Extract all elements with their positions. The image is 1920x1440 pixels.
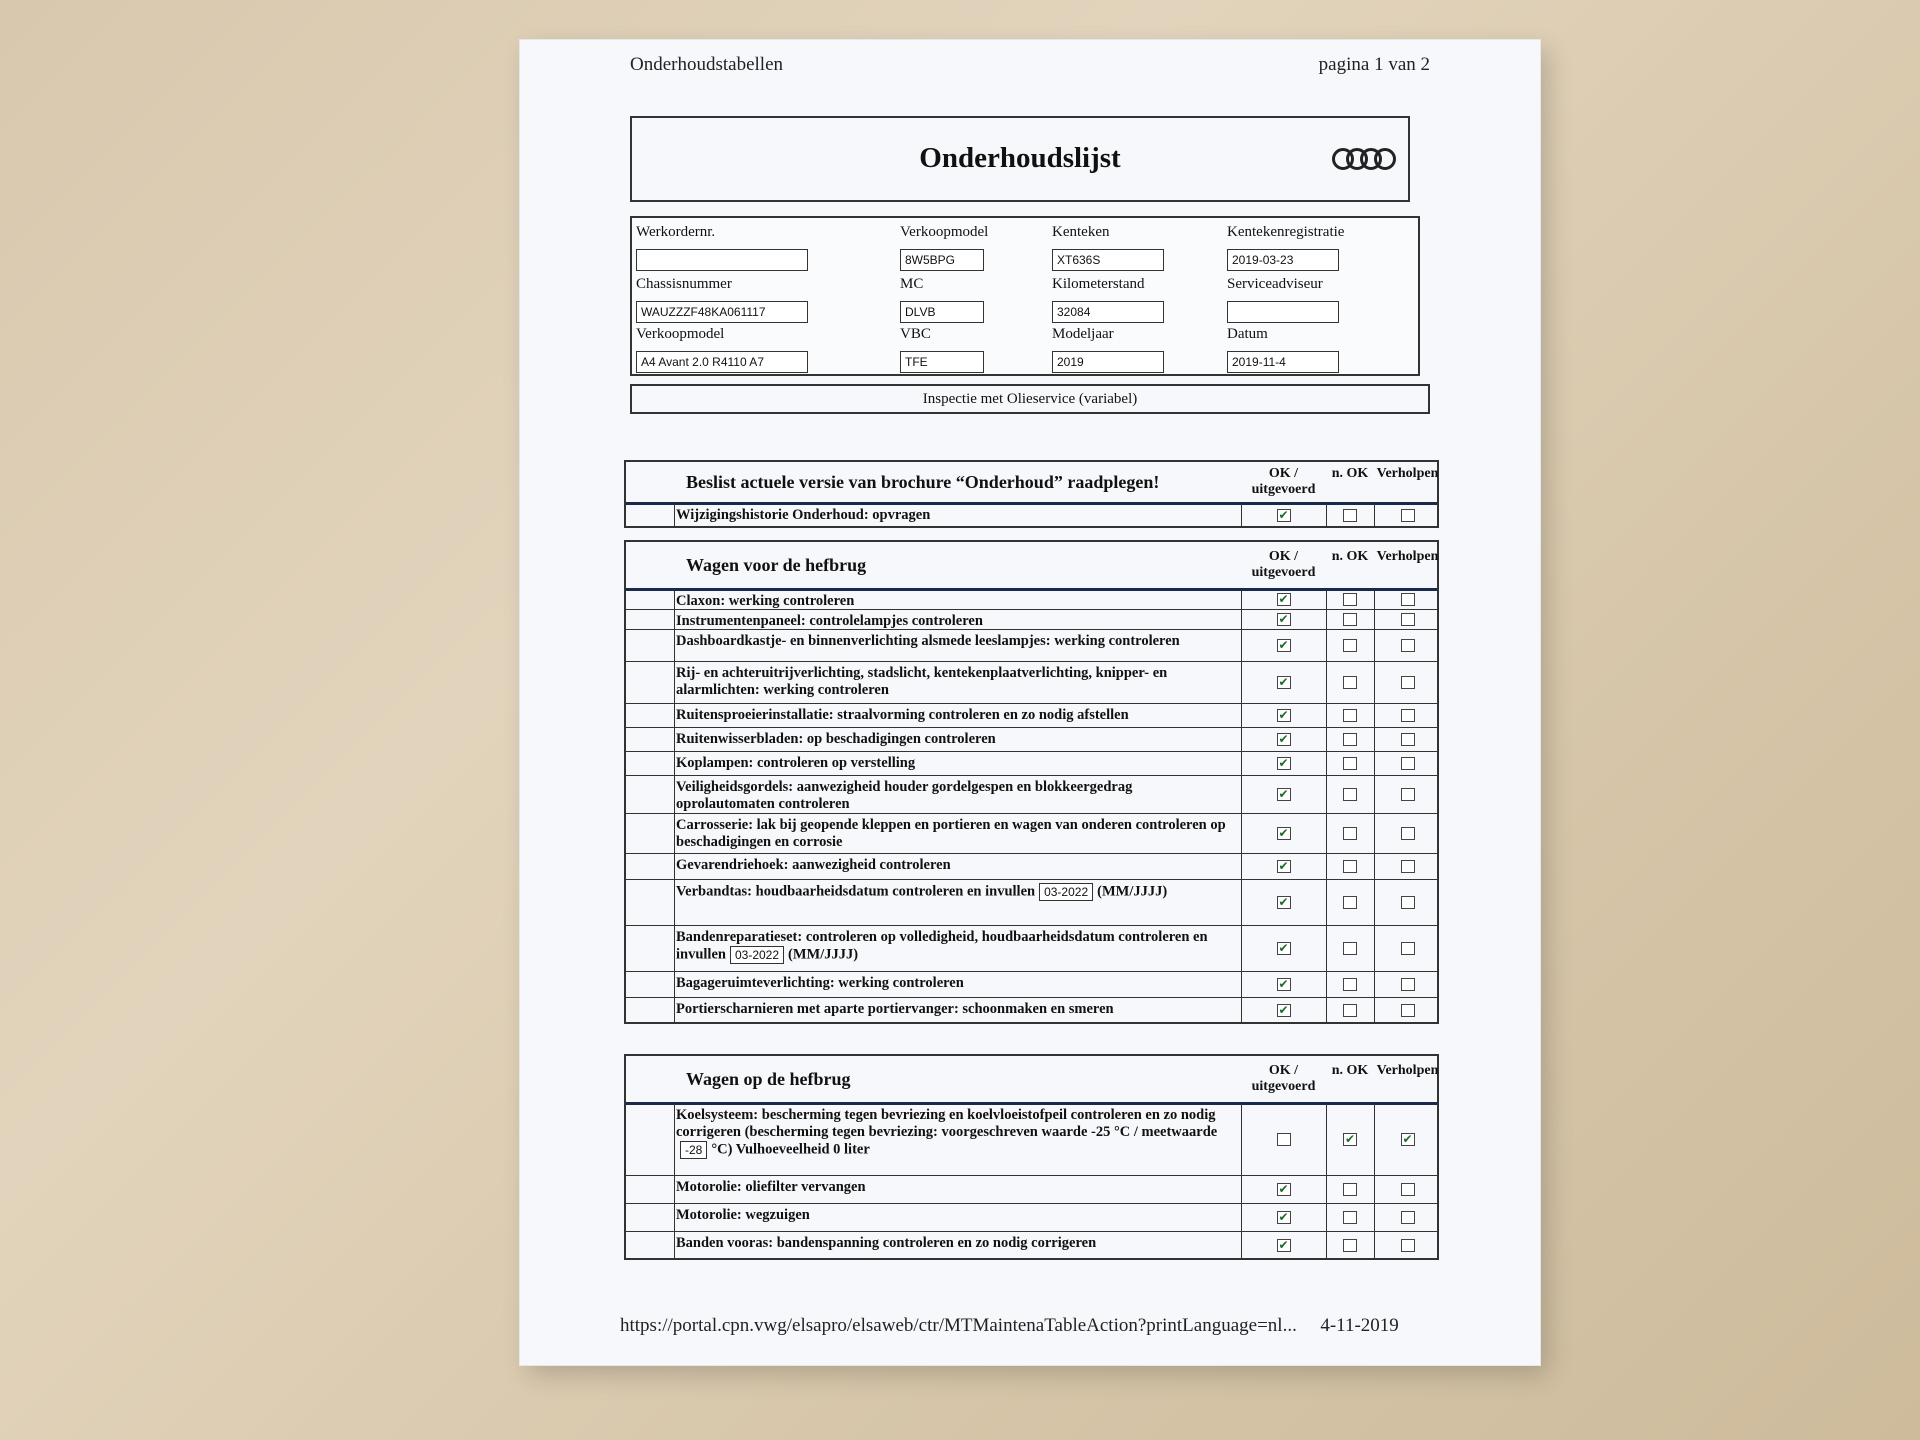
row-text: Carrosserie: lak bij geopende kleppen en portieren en wagen van onderen controleren op beschadigingen en corrosie [676, 817, 1226, 850]
not-ok-checkbox[interactable] [1343, 613, 1357, 626]
ok-checkbox[interactable]: ✔ [1278, 977, 1289, 991]
row-text: Koplampen: controleren op verstelling [676, 755, 916, 771]
serviceadviseur-field[interactable] [1227, 301, 1339, 323]
datum-field[interactable]: 2019-11-4 [1227, 351, 1339, 373]
table-header [626, 462, 1437, 505]
fixed-checkbox[interactable] [1401, 860, 1415, 873]
werkordernr-field[interactable] [636, 249, 808, 271]
table-row [626, 1104, 1437, 1176]
column-divider [1326, 1176, 1327, 1203]
column-divider [1241, 1232, 1242, 1259]
ok-checkbox[interactable]: ✔ [1278, 732, 1289, 746]
row-label [676, 1179, 1231, 1196]
table-row [626, 610, 1437, 630]
fixed-checkbox[interactable] [1401, 509, 1415, 522]
not-ok-checkbox[interactable] [1343, 709, 1357, 722]
verkoopmodel-label: Verkoopmodel [900, 224, 989, 240]
column-divider [1326, 1232, 1327, 1259]
row-label [676, 593, 1231, 610]
footer-url: https://portal.cpn.vwg/elsapro/elsaweb/ctr/MTMaintenaTableAction?printLanguage=nl... [620, 1315, 1297, 1336]
row-text: Ruitenwisserbladen: op beschadigingen controleren [676, 731, 996, 747]
column-divider [1374, 630, 1375, 661]
column-fixed-header: Verholpen [1376, 1063, 1439, 1078]
column-divider [1326, 972, 1327, 997]
fixed-checkbox[interactable] [1401, 827, 1415, 840]
column-divider [1374, 504, 1375, 527]
column-divider [1374, 814, 1375, 853]
check-table-brochure [624, 460, 1439, 528]
table-row [626, 880, 1437, 926]
not-ok-checkbox[interactable] [1343, 593, 1357, 606]
row-gutter [626, 662, 675, 703]
row-label [676, 1001, 1231, 1018]
ok-checkbox[interactable]: ✔ [1278, 859, 1289, 873]
audi-rings-logo-icon [1332, 148, 1396, 174]
column-not-ok-header: n. OK [1331, 549, 1369, 564]
row-text: Verbandtas: houdbaarheidsdatum controleren en invullen [676, 883, 1036, 900]
column-divider [1374, 662, 1375, 703]
column-divider [1241, 590, 1242, 609]
date-entry-field[interactable]: 03-2022 [1039, 883, 1093, 901]
column-divider [1326, 1104, 1327, 1175]
ok-checkbox[interactable]: ✔ [1278, 895, 1289, 909]
column-divider [1241, 1104, 1242, 1175]
ok-checkbox[interactable]: ✔ [1278, 638, 1289, 652]
row-text: Portierscharnieren met aparte portiervanger: schoonmaken en smeren [676, 1001, 1114, 1017]
ok-checkbox[interactable]: ✔ [1278, 1182, 1289, 1196]
section-title: Wagen voor de hefbrug [686, 555, 867, 575]
ok-checkbox[interactable]: ✔ [1278, 787, 1289, 801]
column-divider [1241, 1176, 1242, 1203]
datum-label: Datum [1227, 326, 1268, 342]
row-label [676, 817, 1231, 851]
ok-checkbox[interactable]: ✔ [1278, 941, 1289, 955]
column-divider [1326, 630, 1327, 661]
table-row [626, 926, 1437, 972]
table-row [626, 972, 1437, 998]
kilometerstand-field[interactable]: 32084 [1052, 301, 1164, 323]
column-divider [1374, 1232, 1375, 1259]
not-ok-checkbox[interactable] [1343, 860, 1357, 873]
column-divider [1241, 814, 1242, 853]
kenteken-label: Kenteken [1052, 224, 1110, 240]
column-not-ok-header: n. OK [1331, 466, 1369, 481]
column-divider [1241, 776, 1242, 813]
fixed-checkbox[interactable] [1401, 709, 1415, 722]
werkordernr-label: Werkordernr. [636, 224, 716, 240]
row-text: Veiligheidsgordels: aanwezigheid houder gordelgespen en blokkeergedrag oprolautomaten controleren [676, 779, 1133, 812]
row-label [676, 1207, 1231, 1224]
row-label [676, 883, 1231, 901]
row-text: Gevarendriehoek: aanwezigheid controleren [676, 857, 951, 873]
not-ok-checkbox[interactable] [1343, 639, 1357, 652]
column-divider [1241, 854, 1242, 879]
column-divider [1326, 880, 1327, 925]
table-row [626, 776, 1437, 814]
fixed-checkbox[interactable]: ✔ [1402, 1132, 1413, 1146]
mc-field[interactable]: DLVB [900, 301, 984, 323]
row-gutter [626, 854, 675, 879]
column-divider [1326, 728, 1327, 751]
kenteken-field[interactable]: XT636S [1052, 249, 1164, 271]
column-divider [1374, 590, 1375, 609]
mc-label: MC [900, 276, 924, 292]
column-divider [1241, 1204, 1242, 1231]
row-gutter [626, 704, 675, 727]
table-row [626, 504, 1437, 528]
row-text: Koelsysteem: bescherming tegen bevriezing en koelvloeistofpeil controleren en zo nodig corrigeren (bescherming tegen bevriezing: voorgeschreven waarde -25 °C / meetwaarde [676, 1107, 1218, 1140]
row-label [676, 857, 1231, 874]
fixed-checkbox[interactable] [1401, 613, 1415, 626]
date-entry-field[interactable]: 03-2022 [730, 946, 784, 964]
table-row [626, 728, 1437, 752]
column-divider [1326, 814, 1327, 853]
not-ok-checkbox[interactable] [1343, 896, 1357, 909]
column-divider [1326, 504, 1327, 527]
column-divider [1241, 662, 1242, 703]
ok-checkbox[interactable]: ✔ [1278, 1210, 1289, 1224]
row-gutter [626, 814, 675, 853]
fixed-checkbox[interactable] [1401, 1239, 1415, 1252]
ok-checkbox[interactable]: ✔ [1278, 826, 1289, 840]
column-ok-header: OK / uitgevoerd [1251, 1063, 1316, 1094]
not-ok-checkbox[interactable] [1343, 942, 1357, 955]
table-row [626, 752, 1437, 776]
row-text: Claxon: werking controleren [676, 593, 855, 609]
column-fixed-header: Verholpen [1376, 466, 1439, 481]
check-table-wagen-op-hefbrug [624, 1054, 1439, 1260]
column-divider [1241, 998, 1242, 1023]
row-text: Rij- en achteruitrijverlichting, stadslicht, kentekenplaatverlichting, knipper- en alarmlichten: werking controleren [676, 665, 1168, 698]
vbc-label: VBC [900, 326, 931, 342]
fixed-checkbox[interactable] [1401, 1211, 1415, 1224]
page-header-title: Onderhoudstabellen [630, 54, 784, 75]
row-label [676, 975, 1231, 992]
column-divider [1326, 590, 1327, 609]
row-gutter [626, 504, 675, 527]
column-divider [1326, 776, 1327, 813]
column-divider [1326, 926, 1327, 971]
column-divider [1374, 998, 1375, 1023]
column-divider [1241, 752, 1242, 775]
ok-checkbox[interactable]: ✔ [1278, 1238, 1289, 1252]
ok-checkbox[interactable]: ✔ [1278, 756, 1289, 770]
fixed-checkbox[interactable] [1401, 676, 1415, 689]
fixed-checkbox[interactable] [1401, 896, 1415, 909]
ok-checkbox[interactable] [1277, 1133, 1291, 1146]
document-title: Onderhoudslijst [919, 142, 1121, 174]
column-divider [1374, 728, 1375, 751]
row-gutter [626, 1104, 675, 1175]
row-label [676, 929, 1231, 964]
fixed-checkbox[interactable] [1401, 733, 1415, 746]
verkoopmodel-label: Verkoopmodel [636, 326, 725, 342]
column-fixed-header: Verholpen [1376, 549, 1439, 564]
not-ok-checkbox[interactable] [1343, 788, 1357, 801]
not-ok-checkbox[interactable]: ✔ [1344, 1132, 1356, 1146]
row-gutter [626, 926, 675, 971]
row-gutter [626, 610, 675, 629]
not-ok-checkbox[interactable] [1343, 1239, 1357, 1252]
row-label [676, 613, 1231, 630]
ok-checkbox[interactable]: ✔ [1278, 508, 1289, 522]
vbc-field[interactable]: TFE [900, 351, 984, 373]
vehicle-info-box [630, 216, 1420, 376]
column-divider [1374, 880, 1375, 925]
column-divider [1326, 854, 1327, 879]
row-text: Wijzigingshistorie Onderhoud: opvragen [676, 507, 931, 523]
row-label [676, 633, 1231, 650]
row-gutter [626, 1204, 675, 1231]
column-not-ok-header: n. OK [1331, 1063, 1369, 1078]
table-row [626, 998, 1437, 1024]
row-text: Bandenreparatieset: controleren op volledigheid, houdbaarheidsdatum controleren en invullen [676, 929, 1208, 963]
row-text: Bagageruimteverlichting: werking controleren [676, 975, 964, 991]
column-divider [1374, 972, 1375, 997]
table-row [626, 590, 1437, 610]
ok-checkbox[interactable]: ✔ [1278, 708, 1289, 722]
modeljaar-label: Modeljaar [1052, 326, 1114, 342]
fixed-checkbox[interactable] [1401, 978, 1415, 991]
not-ok-checkbox[interactable] [1343, 757, 1357, 770]
table-row [626, 854, 1437, 880]
row-text: Motorolie: wegzuigen [676, 1207, 810, 1223]
not-ok-checkbox[interactable] [1343, 1183, 1357, 1196]
modeljaar-field[interactable]: 2019 [1052, 351, 1164, 373]
row-gutter [626, 1232, 675, 1259]
row-label [676, 731, 1231, 748]
column-divider [1241, 972, 1242, 997]
footer-date: 4-11-2019 [1320, 1315, 1399, 1336]
column-divider [1241, 610, 1242, 629]
table-header [626, 542, 1437, 591]
fixed-checkbox[interactable] [1401, 639, 1415, 652]
date-entry-field[interactable]: -28 [680, 1141, 707, 1159]
fixed-checkbox[interactable] [1401, 1004, 1415, 1017]
column-divider [1374, 610, 1375, 629]
not-ok-checkbox[interactable] [1343, 676, 1357, 689]
row-gutter [626, 880, 675, 925]
column-divider [1326, 1204, 1327, 1231]
row-gutter [626, 776, 675, 813]
column-divider [1374, 752, 1375, 775]
kilometerstand-label: Kilometerstand [1052, 276, 1145, 292]
column-divider [1326, 998, 1327, 1023]
title-box [630, 116, 1410, 202]
kentekenregistratie-field[interactable]: 2019-03-23 [1227, 249, 1339, 271]
column-divider [1326, 610, 1327, 629]
verkoopmodel-field[interactable]: 8W5BPG [900, 249, 984, 271]
page-number: pagina 1 van 2 [1318, 54, 1430, 75]
column-ok-header: OK / uitgevoerd [1251, 549, 1316, 580]
row-text: Banden vooras: bandenspanning controleren en zo nodig corrigeren [676, 1235, 1097, 1251]
verkoopmodel-field[interactable]: A4 Avant 2.0 R4110 A7 [636, 351, 808, 373]
row-gutter [626, 728, 675, 751]
row-text: (MM/JJJJ) [1097, 883, 1168, 900]
table-row [626, 814, 1437, 854]
row-text: Motorolie: oliefilter vervangen [676, 1179, 866, 1195]
row-gutter [626, 752, 675, 775]
inspection-type: Inspectie met Olieservice (variabel) [630, 384, 1430, 414]
table-header [626, 1056, 1437, 1105]
section-title: Beslist actuele versie van brochure “Onderhoud” raadplegen! [686, 472, 1160, 492]
row-label [676, 707, 1231, 724]
not-ok-checkbox[interactable] [1343, 509, 1357, 522]
fixed-checkbox[interactable] [1401, 1183, 1415, 1196]
column-divider [1241, 504, 1242, 527]
column-divider [1241, 880, 1242, 925]
column-ok-header: OK / uitgevoerd [1251, 466, 1316, 497]
row-text: Ruitensproeierinstallatie: straalvorming controleren en zo nodig afstellen [676, 707, 1129, 723]
ok-checkbox[interactable]: ✔ [1278, 1003, 1289, 1017]
column-divider [1241, 926, 1242, 971]
not-ok-checkbox[interactable] [1343, 827, 1357, 840]
ok-checkbox[interactable]: ✔ [1278, 675, 1289, 689]
column-divider [1241, 630, 1242, 661]
column-divider [1374, 776, 1375, 813]
fixed-checkbox[interactable] [1401, 757, 1415, 770]
row-label [676, 1235, 1231, 1252]
kentekenregistratie-label: Kentekenregistratie [1227, 224, 1345, 240]
not-ok-checkbox[interactable] [1343, 1004, 1357, 1017]
row-gutter [626, 630, 675, 661]
serviceadviseur-label: Serviceadviseur [1227, 276, 1323, 292]
row-gutter [626, 1176, 675, 1203]
table-row [626, 662, 1437, 704]
fixed-checkbox[interactable] [1401, 942, 1415, 955]
row-text: Dashboardkastje- en binnenverlichting alsmede leeslampjes: werking controleren [676, 633, 1180, 649]
chassisnummer-label: Chassisnummer [636, 276, 732, 292]
fixed-checkbox[interactable] [1401, 593, 1415, 606]
column-divider [1326, 752, 1327, 775]
row-gutter [626, 972, 675, 997]
column-divider [1374, 1104, 1375, 1175]
not-ok-checkbox[interactable] [1343, 978, 1357, 991]
row-text: Instrumentenpaneel: controlelampjes controleren [676, 613, 983, 629]
column-divider [1374, 704, 1375, 727]
row-label [676, 1107, 1231, 1159]
column-divider [1374, 926, 1375, 971]
column-divider [1326, 704, 1327, 727]
not-ok-checkbox[interactable] [1343, 733, 1357, 746]
section-title: Wagen op de hefbrug [686, 1069, 851, 1089]
table-row [626, 1204, 1437, 1232]
row-gutter [626, 998, 675, 1023]
ok-checkbox[interactable]: ✔ [1278, 612, 1289, 626]
table-row [626, 704, 1437, 728]
row-text: °C) Vulhoeveelheid 0 liter [711, 1141, 870, 1158]
ok-checkbox[interactable]: ✔ [1278, 592, 1289, 606]
column-divider [1374, 854, 1375, 879]
row-label [676, 755, 1231, 772]
not-ok-checkbox[interactable] [1343, 1211, 1357, 1224]
column-divider [1374, 1176, 1375, 1203]
row-label [676, 779, 1231, 813]
table-row [626, 1232, 1437, 1260]
column-divider [1374, 1204, 1375, 1231]
chassisnummer-field[interactable]: WAUZZZF48KA061117 [636, 301, 808, 323]
table-row [626, 630, 1437, 662]
page-footer [620, 1315, 1399, 1337]
table-row [626, 1176, 1437, 1204]
printed-page [520, 40, 1540, 1365]
column-divider [1241, 704, 1242, 727]
row-label [676, 665, 1231, 699]
column-divider [1241, 728, 1242, 751]
row-label [676, 507, 1231, 524]
check-table-wagen-voor-hefbrug [624, 540, 1439, 1024]
fixed-checkbox[interactable] [1401, 788, 1415, 801]
column-divider [1326, 662, 1327, 703]
row-text: (MM/JJJJ) [788, 946, 859, 963]
row-gutter [626, 590, 675, 609]
